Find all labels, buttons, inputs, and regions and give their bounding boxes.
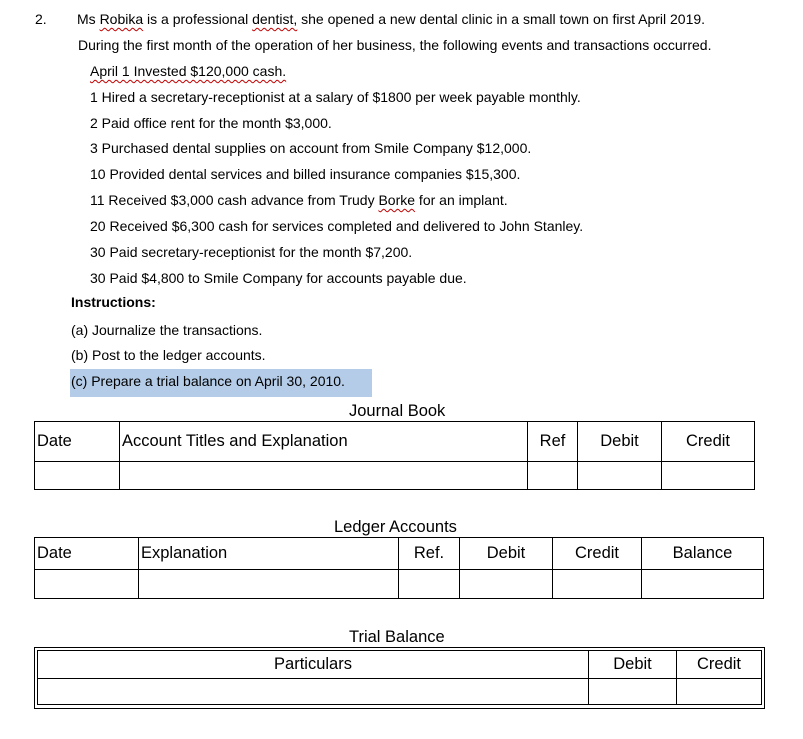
- journal-cell-debit[interactable]: [578, 462, 662, 490]
- ledger-header-date: Date: [35, 538, 139, 570]
- trial-balance-empty-row: [38, 679, 762, 705]
- line1-mid: is a professional: [143, 11, 253, 27]
- ledger-header-explanation: Explanation: [139, 538, 399, 570]
- journal-header-row: [35, 422, 755, 462]
- question-number: 2.: [35, 11, 47, 27]
- transaction-3: 3 Purchased dental supplies on account from Smile Company $12,000.: [90, 140, 532, 156]
- ledger-cell-explanation[interactable]: [139, 570, 399, 599]
- line1-pre: Ms: [77, 11, 100, 27]
- ledger-empty-row: [35, 570, 764, 599]
- journal-cell-account[interactable]: [120, 462, 528, 490]
- ledger-cell-credit[interactable]: [553, 570, 642, 599]
- line1-post: she opened a new dental clinic in a small town on first April 2019.: [297, 11, 706, 27]
- trial-balance-table: [37, 650, 762, 705]
- ledger-header-credit: Credit: [553, 538, 642, 570]
- transaction-30b: 30 Paid $4,800 to Smile Company for accounts payable due.: [90, 270, 467, 286]
- ledger-header-debit: Debit: [460, 538, 553, 570]
- transaction-april-1: April 1 Invested $120,000 cash.: [90, 63, 287, 79]
- transaction-2: 2 Paid office rent for the month $3,000.: [90, 115, 332, 131]
- ledger-cell-ref[interactable]: [399, 570, 460, 599]
- trial-balance-cell-credit[interactable]: [677, 679, 762, 705]
- journal-empty-row: [35, 462, 755, 490]
- journal-cell-ref[interactable]: [528, 462, 578, 490]
- transaction-10: 10 Provided dental services and billed insurance companies $15,300.: [90, 166, 521, 182]
- ledger-header-balance: Balance: [642, 538, 764, 570]
- transaction-1: 1 Hired a secretary-receptionist at a salary of $1800 per week payable monthly.: [90, 89, 581, 105]
- journal-cell-credit[interactable]: [662, 462, 755, 490]
- transaction-11-post: for an implant.: [415, 192, 508, 208]
- instruction-c: (c) Prepare a trial balance on April 30, 2010.: [71, 373, 345, 389]
- trial-balance-cell-particulars[interactable]: [38, 679, 589, 705]
- question-line-2: During the first month of the operation of her business, the following events and transactions occurred.: [78, 37, 712, 53]
- word-dentist: dentist,: [252, 11, 298, 27]
- transaction-30a: 30 Paid secretary-receptionist for the month $7,200.: [90, 244, 413, 260]
- ledger-title: Ledger Accounts: [334, 518, 457, 536]
- trial-balance-header-particulars: Particulars: [38, 651, 589, 679]
- trial-balance-header-debit: Debit: [589, 651, 677, 679]
- ledger-cell-debit[interactable]: [460, 570, 553, 599]
- journal-cell-date[interactable]: [35, 462, 120, 490]
- question-line-1: [77, 11, 705, 27]
- journal-header-debit: Debit: [578, 422, 662, 462]
- instructions-heading: Instructions:: [71, 294, 156, 310]
- trial-balance-title: Trial Balance: [349, 628, 445, 646]
- ledger-table: [34, 537, 764, 599]
- name-robika: Robika: [99, 11, 144, 27]
- trial-balance-cell-debit[interactable]: [589, 679, 677, 705]
- transaction-11: [90, 192, 508, 208]
- journal-header-account: Account Titles and Explanation: [120, 422, 528, 462]
- trial-balance-header-row: [38, 651, 762, 679]
- journal-title: Journal Book: [349, 402, 446, 420]
- name-borke: Borke: [378, 192, 416, 208]
- ledger-cell-balance[interactable]: [642, 570, 764, 599]
- journal-table: [34, 421, 755, 490]
- trial-balance-header-credit: Credit: [677, 651, 762, 679]
- ledger-cell-date[interactable]: [35, 570, 139, 599]
- transaction-20: 20 Received $6,300 cash for services completed and delivered to John Stanley.: [90, 218, 584, 234]
- ledger-header-row: [35, 538, 764, 570]
- ledger-header-ref: Ref.: [399, 538, 460, 570]
- instruction-a: (a) Journalize the transactions.: [71, 322, 263, 338]
- journal-header-credit: Credit: [662, 422, 755, 462]
- transaction-11-pre: 11 Received $3,000 cash advance from Trudy: [90, 192, 379, 208]
- journal-header-ref: Ref: [528, 422, 578, 462]
- instruction-b: (b) Post to the ledger accounts.: [71, 347, 266, 363]
- journal-header-date: Date: [35, 422, 120, 462]
